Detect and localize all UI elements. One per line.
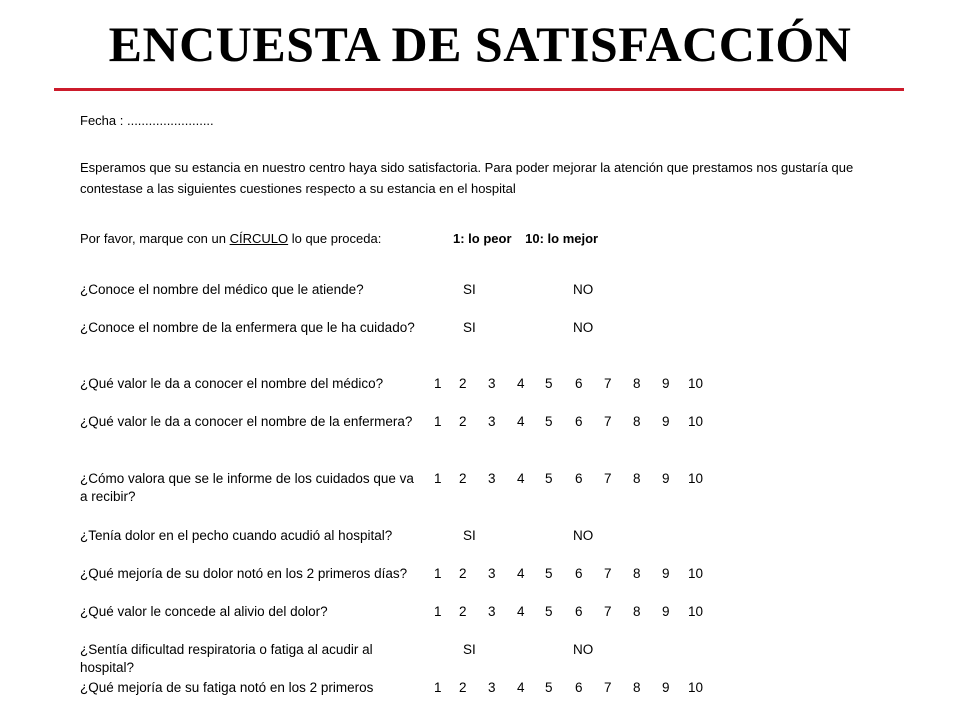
rating-option-4[interactable]: 4 bbox=[517, 376, 525, 391]
survey-title: ENCUESTA DE SATISFACCIÓN bbox=[108, 16, 852, 72]
rating-option-8[interactable]: 8 bbox=[633, 471, 641, 486]
title-divider bbox=[54, 88, 904, 91]
rating-option-2[interactable]: 2 bbox=[459, 471, 467, 486]
rating-option-4[interactable]: 4 bbox=[517, 566, 525, 581]
rating-option-9[interactable]: 9 bbox=[662, 471, 670, 486]
instruction-line bbox=[80, 231, 381, 247]
rating-option-5[interactable]: 5 bbox=[545, 604, 553, 619]
rating-option-4[interactable]: 4 bbox=[517, 604, 525, 619]
rating-option-5[interactable]: 5 bbox=[545, 376, 553, 391]
rating-option-7[interactable]: 7 bbox=[604, 680, 612, 695]
rating-option-10[interactable]: 10 bbox=[688, 376, 704, 391]
rating-option-6[interactable]: 6 bbox=[575, 566, 583, 581]
rating-option-2[interactable]: 2 bbox=[459, 604, 467, 619]
rating-option-8[interactable]: 8 bbox=[633, 604, 641, 619]
rating-option-6[interactable]: 6 bbox=[575, 604, 583, 619]
rating-option-6[interactable]: 6 bbox=[575, 680, 583, 695]
no-option[interactable]: NO bbox=[573, 528, 594, 543]
rating-option-2[interactable]: 2 bbox=[459, 376, 467, 391]
rating-option-10[interactable]: 10 bbox=[688, 471, 704, 486]
question-text: ¿Qué mejoría de su fatiga notó en los 2 primeros bbox=[80, 680, 374, 695]
no-option[interactable]: NO bbox=[573, 320, 594, 335]
rating-option-5[interactable]: 5 bbox=[545, 680, 553, 695]
rating-option-3[interactable]: 3 bbox=[488, 376, 496, 391]
rating-option-6[interactable]: 6 bbox=[575, 414, 583, 429]
rating-option-4[interactable]: 4 bbox=[517, 471, 525, 486]
question-text: ¿Conoce el nombre del médico que le atiende? bbox=[80, 282, 364, 297]
no-option[interactable]: NO bbox=[573, 282, 594, 297]
rating-option-3[interactable]: 3 bbox=[488, 604, 496, 619]
rating-option-10[interactable]: 10 bbox=[688, 566, 704, 581]
rating-option-9[interactable]: 9 bbox=[662, 566, 670, 581]
rating-option-8[interactable]: 8 bbox=[633, 376, 641, 391]
rating-option-9[interactable]: 9 bbox=[662, 414, 670, 429]
scale-legend-best: 10: lo mejor bbox=[525, 231, 599, 246]
rating-option-1[interactable]: 1 bbox=[434, 414, 442, 429]
question-text: ¿Qué mejoría de su dolor notó en los 2 primeros días? bbox=[80, 566, 408, 581]
rating-option-1[interactable]: 1 bbox=[434, 471, 442, 486]
question-text: ¿Qué valor le da a conocer el nombre del médico? bbox=[80, 376, 384, 391]
question-text: ¿Sentía dificultad respiratoria o fatiga al acudir al hospital? bbox=[80, 642, 373, 675]
scale-legend bbox=[453, 231, 608, 246]
intro-paragraph: Esperamos que su estancia en nuestro centro haya sido satisfactoria. Para poder mejorar la atención que prestamos nos gustaría que contestase a las siguientes cuestiones respecto a su estancia en el hospital bbox=[80, 160, 854, 196]
rating-option-5[interactable]: 5 bbox=[545, 414, 553, 429]
rating-option-9[interactable]: 9 bbox=[662, 604, 670, 619]
rating-option-2[interactable]: 2 bbox=[459, 566, 467, 581]
rating-option-8[interactable]: 8 bbox=[633, 414, 641, 429]
rating-option-7[interactable]: 7 bbox=[604, 414, 612, 429]
date-field: Fecha : ........................ bbox=[80, 113, 214, 128]
instruction-after: lo que proceda: bbox=[288, 231, 382, 246]
rating-option-5[interactable]: 5 bbox=[545, 566, 553, 581]
question-text: ¿Qué valor le concede al alivio del dolor? bbox=[80, 604, 328, 619]
rating-option-7[interactable]: 7 bbox=[604, 471, 612, 486]
scale-legend-worst: 1: lo peor bbox=[453, 231, 512, 246]
rating-option-6[interactable]: 6 bbox=[575, 376, 583, 391]
rating-option-9[interactable]: 9 bbox=[662, 680, 670, 695]
question-text: ¿Conoce el nombre de la enfermera que le ha cuidado? bbox=[80, 320, 415, 335]
rating-option-2[interactable]: 2 bbox=[459, 414, 467, 429]
rating-option-5[interactable]: 5 bbox=[545, 471, 553, 486]
rating-option-10[interactable]: 10 bbox=[688, 604, 704, 619]
rating-option-7[interactable]: 7 bbox=[604, 376, 612, 391]
instruction-underlined: CÍRCULO bbox=[229, 231, 289, 246]
question-text: ¿Tenía dolor en el pecho cuando acudió al hospital? bbox=[80, 528, 393, 543]
rating-option-1[interactable]: 1 bbox=[434, 376, 442, 391]
rating-option-3[interactable]: 3 bbox=[488, 680, 496, 695]
question-text: ¿Qué valor le da a conocer el nombre de la enfermera? bbox=[80, 414, 413, 429]
yes-option[interactable]: SI bbox=[463, 320, 476, 335]
yes-option[interactable]: SI bbox=[463, 282, 476, 297]
rating-option-8[interactable]: 8 bbox=[633, 680, 641, 695]
rating-option-3[interactable]: 3 bbox=[488, 471, 496, 486]
rating-option-10[interactable]: 10 bbox=[688, 414, 704, 429]
rating-option-1[interactable]: 1 bbox=[434, 680, 442, 695]
yes-option[interactable]: SI bbox=[463, 528, 476, 543]
rating-option-9[interactable]: 9 bbox=[662, 376, 670, 391]
rating-option-3[interactable]: 3 bbox=[488, 414, 496, 429]
rating-option-4[interactable]: 4 bbox=[517, 680, 525, 695]
instruction-before: Por favor, marque con un bbox=[80, 231, 230, 246]
rating-option-8[interactable]: 8 bbox=[633, 566, 641, 581]
rating-option-7[interactable]: 7 bbox=[604, 604, 612, 619]
rating-option-4[interactable]: 4 bbox=[517, 414, 525, 429]
rating-option-10[interactable]: 10 bbox=[688, 680, 704, 695]
rating-option-3[interactable]: 3 bbox=[488, 566, 496, 581]
rating-option-1[interactable]: 1 bbox=[434, 604, 442, 619]
question-text: ¿Cómo valora que se le informe de los cuidados que va a recibir? bbox=[80, 471, 414, 504]
rating-option-7[interactable]: 7 bbox=[604, 566, 612, 581]
yes-option[interactable]: SI bbox=[463, 642, 476, 657]
rating-option-2[interactable]: 2 bbox=[459, 680, 467, 695]
rating-option-1[interactable]: 1 bbox=[434, 566, 442, 581]
no-option[interactable]: NO bbox=[573, 642, 594, 657]
rating-option-6[interactable]: 6 bbox=[575, 471, 583, 486]
